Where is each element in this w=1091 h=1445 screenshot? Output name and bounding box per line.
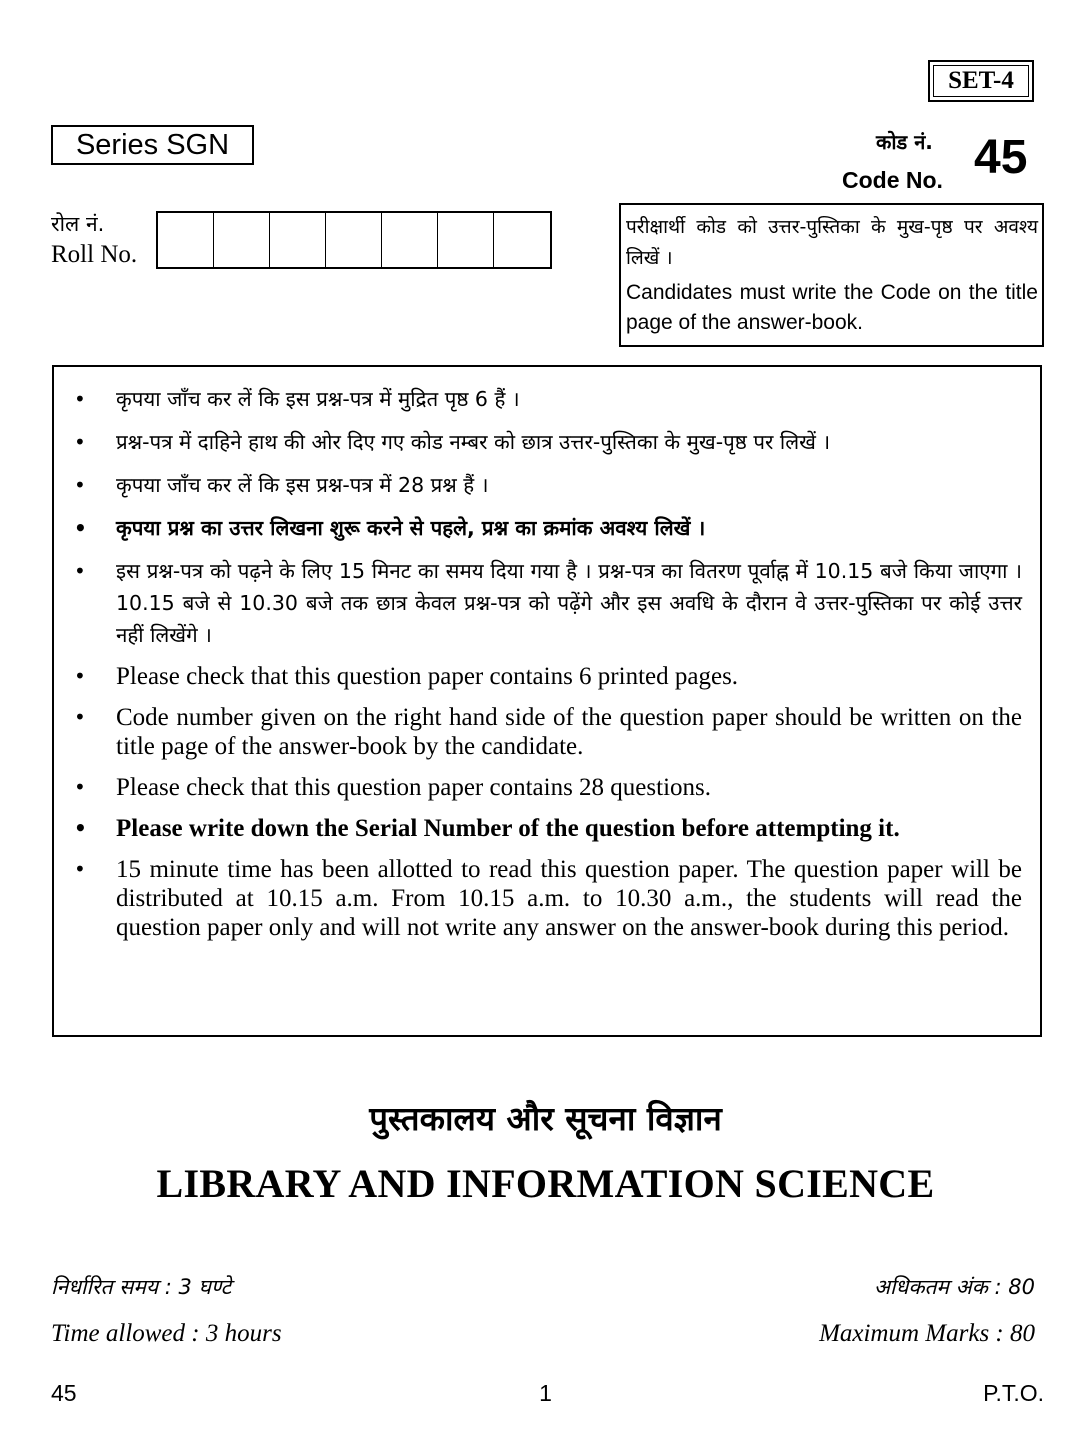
instruction-item: • Code number given on the right hand side of the question paper should be written on the title page of the answer-book by the candidate. <box>66 703 1022 761</box>
instructions-list <box>66 383 1022 942</box>
candidate-note-hindi: परीक्षार्थी कोड को उत्तर-पुस्तिका के मुख-पृष्ठ पर अवश्य लिखें । <box>626 216 1038 269</box>
instruction-item: • Please check that this question paper contains 28 questions. <box>66 773 1022 802</box>
candidate-note-box <box>619 203 1044 347</box>
instruction-item: • कृपया जाँच कर लें कि इस प्रश्न-पत्र में 28 प्रश्न हैं । <box>66 469 1022 501</box>
code-label-english: Code No. <box>842 167 943 193</box>
roll-number-boxes[interactable] <box>156 211 552 269</box>
roll-digit-box[interactable] <box>214 213 270 267</box>
roll-digit-box[interactable] <box>438 213 494 267</box>
subject-title-hindi: पुस्तकालय और सूचना विज्ञान <box>369 1099 722 1138</box>
instruction-item: • 15 minute time has been allotted to read this question paper. The question paper will be distributed at 10.15 a.m. From 10.15 a.m. to 10.30 a.m., the students will read the question paper only and will not write any answer on the answer-book during this period. <box>66 855 1022 942</box>
candidate-note-english: Candidates must write the Code on the title page of the answer-book. <box>626 281 1038 334</box>
maximum-marks-hindi: अधिकतम अंक : 80 <box>873 1275 1035 1299</box>
instruction-item: • Please write down the Serial Number of the question before attempting it. <box>66 814 1022 843</box>
roll-label-hindi: रोल नं. <box>51 212 105 236</box>
roll-digit-box[interactable] <box>382 213 438 267</box>
footer-code: 45 <box>51 1380 77 1406</box>
set-label-box <box>928 60 1034 102</box>
maximum-marks-english: Maximum Marks : 80 <box>819 1320 1035 1347</box>
instruction-item: • Please check that this question paper contains 6 printed pages. <box>66 662 1022 691</box>
set-label: SET-4 <box>933 65 1029 97</box>
roll-label-english: Roll No. <box>51 241 138 268</box>
instruction-item: • प्रश्न-पत्र में दाहिने हाथ की ओर दिए गए कोड नम्बर को छात्र उत्तर-पुस्तिका के मुख-पृष्ठ पर लिखें । <box>66 426 1022 458</box>
code-number: 45 <box>974 131 1028 184</box>
time-allowed-english: Time allowed : 3 hours <box>51 1320 282 1347</box>
instruction-item: • इस प्रश्न-पत्र को पढ़ने के लिए 15 मिनट का समय दिया गया है । प्रश्न-पत्र का वितरण पूर्वाह्न में 10.15 बजे किया जाएगा । 10.15 बजे से 10.30 बजे तक छात्र केवल प्रश्न-पत्र को पढ़ेंगे और इस अवधि के दौरान वे उत्तर-पुस्तिका पर कोई उत्तर नहीं लिखेंगे । <box>66 555 1022 651</box>
instructions-box <box>52 365 1042 1037</box>
roll-digit-box[interactable] <box>326 213 382 267</box>
roll-digit-box[interactable] <box>158 213 214 267</box>
pto-label: P.T.O. <box>983 1380 1044 1406</box>
series-label: Series SGN <box>51 125 254 165</box>
roll-digit-box[interactable] <box>494 213 550 267</box>
roll-digit-box[interactable] <box>270 213 326 267</box>
code-label-hindi: कोड नं. <box>876 130 933 154</box>
instruction-item: • कृपया जाँच कर लें कि इस प्रश्न-पत्र में मुद्रित पृष्ठ 6 हैं । <box>66 383 1022 415</box>
instruction-item: • कृपया प्रश्न का उत्तर लिखना शुरू करने से पहले, प्रश्न का क्रमांक अवश्य लिखें । <box>66 512 1022 544</box>
page-number: 1 <box>539 1380 552 1406</box>
subject-title-english: LIBRARY AND INFORMATION SCIENCE <box>156 1161 935 1206</box>
time-allowed-hindi: निर्धारित समय : 3 घण्टे <box>51 1275 232 1299</box>
